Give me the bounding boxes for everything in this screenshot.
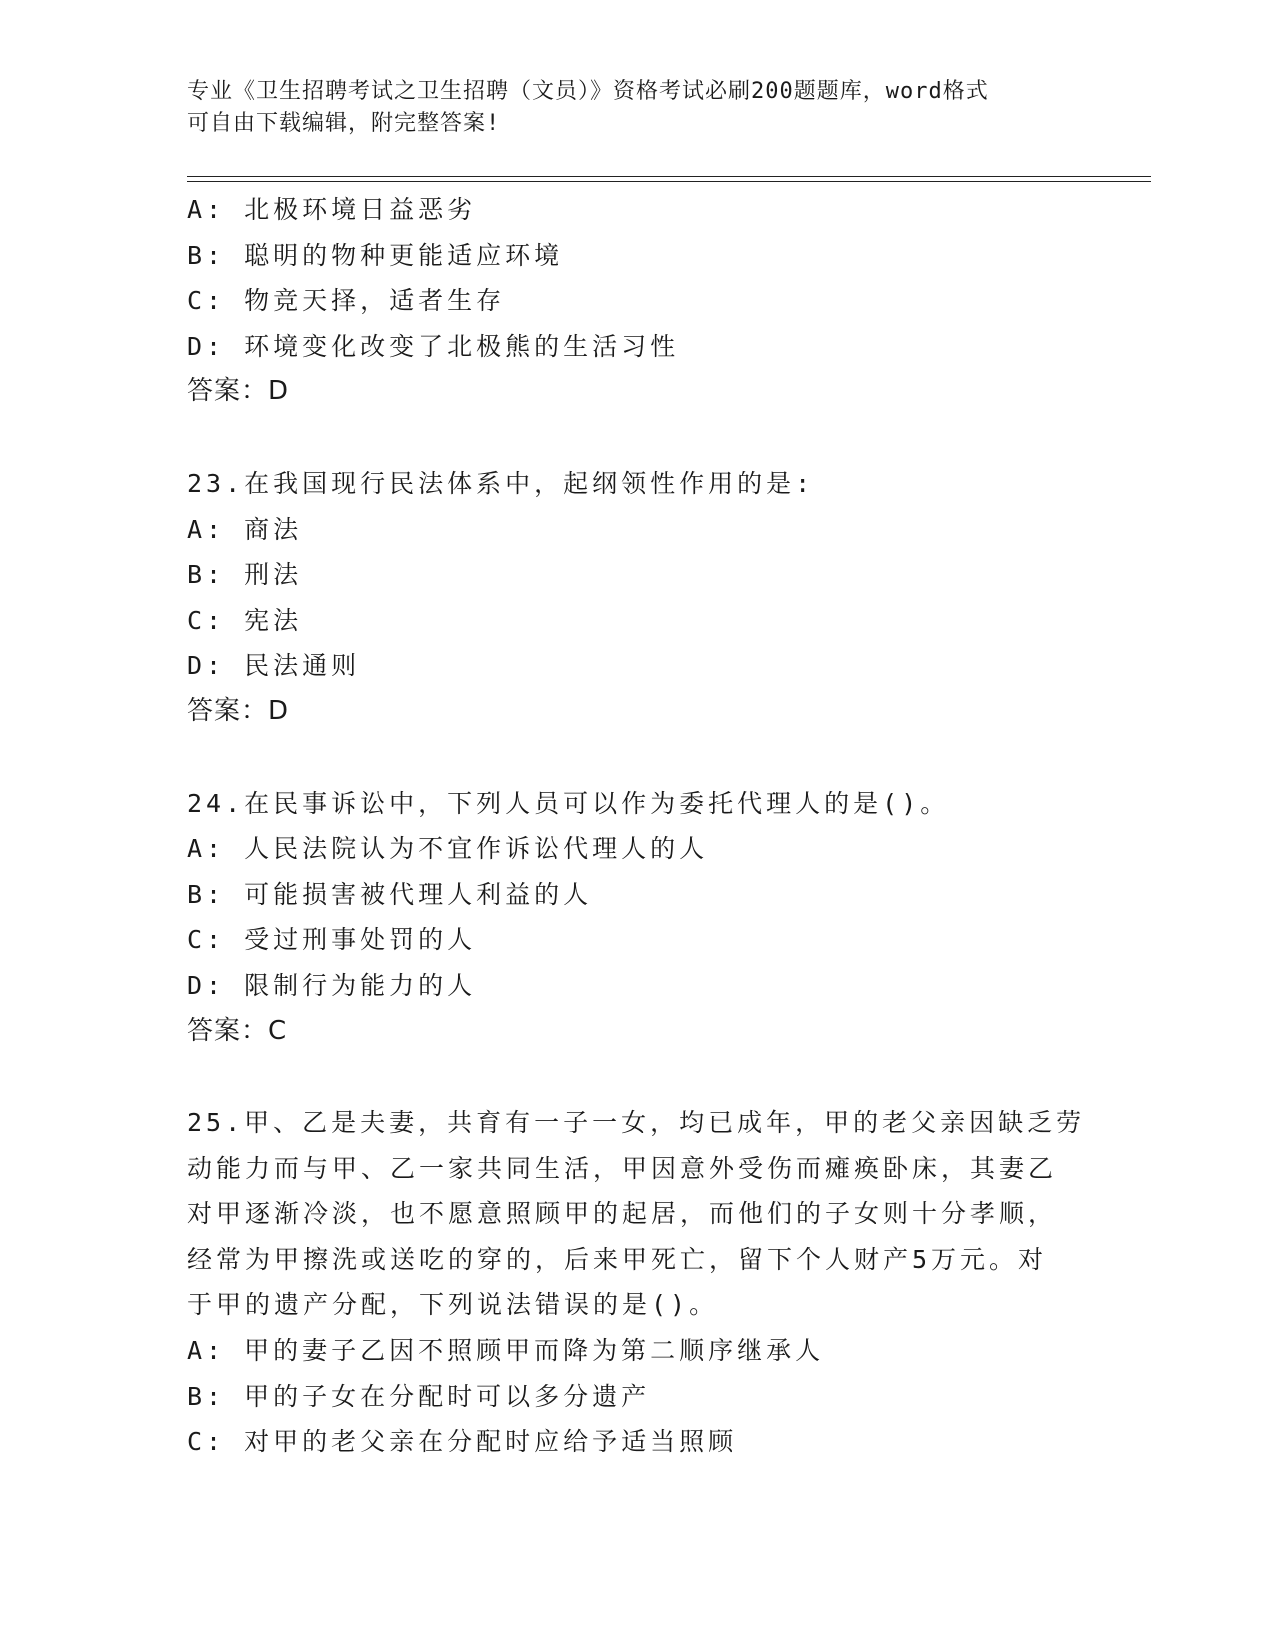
option-c: C: 对甲的老父亲在分配时应给予适当照顾 [187,1427,738,1457]
answer-label: 答案：C [187,1015,288,1046]
option-a: A: 甲的妻子乙因不照顾甲而降为第二顺序继承人 [187,1336,825,1366]
spacer [187,415,1087,461]
page-header [187,76,1067,140]
header-divider-top [187,176,1151,177]
spacer [187,1054,1087,1100]
question-content [187,187,1087,1465]
header-line-2: 可自由下载编辑，附完整答案! [187,111,501,136]
question-text-line-5: 于甲的遗产分配，下列说法错误的是()。 [187,1290,719,1320]
question-text: 23.在我国现行民法体系中，起纲领性作用的是: [187,468,815,498]
option-d: D: 限制行为能力的人 [187,970,477,1000]
option-b: B: 甲的子女在分配时可以多分遗产 [187,1381,651,1411]
question-block-prev [187,187,1087,415]
question-text-line-2: 动能力而与甲、乙一家共同生活，甲因意外受伤而瘫痪卧床，其妻乙 [187,1153,1058,1183]
option-c: C: 物竞天择，适者生存 [187,286,506,316]
option-a: A: 商法 [187,514,303,544]
header-divider-bottom [187,181,1151,182]
question-text: 24.在民事诉讼中，下列人员可以作为委托代理人的是()。 [187,788,950,818]
question-text-line-3: 对甲逐渐冷淡，也不愿意照顾甲的起居，而他们的子女则十分孝顺， [187,1199,1058,1229]
option-b: B: 可能损害被代理人利益的人 [187,879,593,909]
option-a: A: 北极环境日益恶劣 [187,195,477,224]
question-block-25 [187,1100,1087,1465]
header-line-1: 专业《卫生招聘考试之卫生招聘（文员）》资格考试必刷200题题库，word格式 [187,79,989,104]
option-b: B: 聪明的物种更能适应环境 [187,240,564,270]
question-text-line-4: 经常为甲擦洗或送吃的穿的，后来甲死亡，留下个人财产5万元。对 [187,1244,1048,1274]
option-c: C: 宪法 [187,605,303,635]
question-text-line-1: 25.甲、乙是夫妻，共育有一子一女，均已成年，甲的老父亲因缺乏劳 [187,1108,1086,1138]
option-d: D: 环境变化改变了北极熊的生活习性 [187,331,680,361]
option-b: B: 刑法 [187,560,303,590]
option-d: D: 民法通则 [187,651,361,681]
answer-label: 答案：D [187,376,290,407]
answer-label: 答案：D [187,695,290,726]
question-block-24 [187,781,1087,1055]
option-a: A: 人民法院认为不宜作诉讼代理人的人 [187,834,709,864]
spacer [187,735,1087,781]
question-block-23 [187,461,1087,735]
option-c: C: 受过刑事处罚的人 [187,925,477,955]
